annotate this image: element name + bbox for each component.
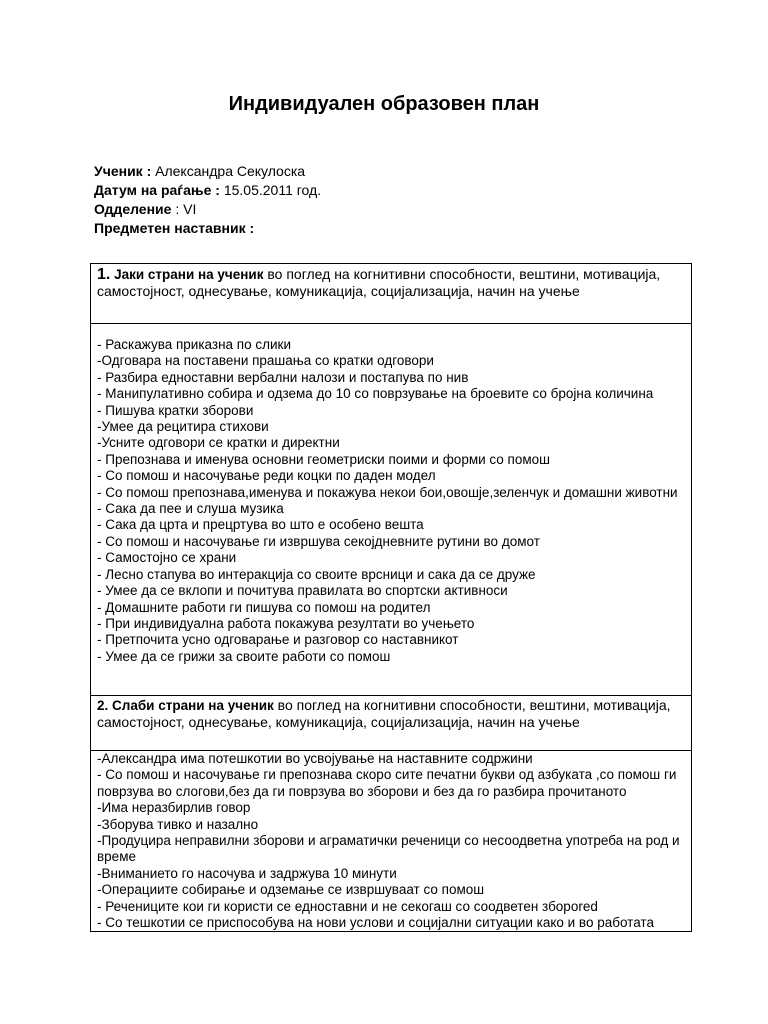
list-item: - Разбира едноставни вербални налози и постапува по нив (97, 369, 469, 385)
list-item: -Усните одговори се кратки и директни (97, 435, 340, 451)
section1-number: 1. (97, 266, 111, 283)
list-item: - Со помош и насочување ги извршува секојдневните рутини во домот (97, 533, 540, 549)
list-item: - Домашните работи ги пишува со помош на родител (97, 599, 431, 615)
list-item: - Речениците кои ги користи се едноставни и не секогаш со соодветен зборored (97, 898, 598, 914)
list-item: -Вниманието го насочува и задржува 10 минути (97, 865, 397, 881)
list-item: - Претпочита усно одговарање и разговор со наставникот (97, 632, 459, 648)
list-item: -Одговара на поставени прашања со кратки одговори (97, 353, 434, 369)
list-item: -Умее да рецитира стихови (97, 419, 269, 435)
section2-heading-bold: 2. Слаби страни на ученик (97, 698, 274, 713)
dob-row (94, 181, 321, 200)
list-item: - Раскажува приказна по слики (97, 337, 291, 352)
list-item: - Со помош и насочување ги препознава скоро сите печатни букви од азбуката ,со помош ги поврзува во слогови,без да ги поврзува во зборови и без да го разбира прочитаното (97, 767, 677, 799)
class-label: Одделение (94, 201, 172, 217)
teacher-label: Предметен наставник : (94, 220, 255, 236)
list-item: - Сака да црта и прецртува во што е особено вешта (97, 517, 424, 533)
list-item: - Умее да се грижи за своите работи со помош (97, 648, 391, 664)
section1-heading (91, 264, 692, 324)
list-item: - Пишува кратки зборови (97, 402, 254, 418)
page-title: Индивидуален образовен план (228, 93, 540, 115)
section2-list (91, 751, 692, 932)
dob-value: 15.05.2011 год. (219, 182, 322, 198)
list-item: - При индивидуална работа покажува резултати во учењето (97, 615, 475, 631)
list-item: -Операциите собирање и одземање се извршуваат со помош (97, 882, 485, 898)
list-item: - Препознава и именува основни геометриски поими и форми со помош (97, 451, 550, 467)
list-item: - Сака да пее и слуша музика (97, 501, 284, 517)
list-item: -Зборува тивко и назално (97, 816, 259, 832)
section1-list (91, 324, 692, 696)
list-item: - Умее да се вклопи и почитува правилата во спортски активноси (97, 583, 508, 599)
section1-heading-rest: во поглед на когнитивни способности, вештини, мотивација, самостојност, однесување, комуникација, социјализација, начин на учење (97, 266, 661, 300)
class-value: : VI (171, 201, 197, 217)
plan-table (90, 263, 692, 932)
student-name-value: Александра Секулоска (151, 163, 306, 179)
section1-heading-bold: Јаки страни на ученик (110, 267, 264, 282)
section2-heading-rest: во поглед на когнитивни способности, вештини, мотивација, самостојност, однесување, комуникација, социјализација, начин на учење (97, 697, 671, 731)
teacher-row (94, 219, 321, 238)
student-name-label: Ученик : (94, 163, 152, 179)
student-info (94, 162, 321, 238)
student-name-row (94, 162, 321, 181)
list-item: -Има неразбирлив говор (97, 800, 251, 816)
section2-heading (91, 696, 692, 751)
list-item: -Продуцира неправилни зборови и аграматички реченици со несоодветна употреба на род и време (97, 833, 680, 865)
list-item: - Со помош препознава,именува и покажува некои бои,овошје,зеленчук и домашни животни (97, 484, 678, 500)
list-item: - Самостојно се храни (97, 550, 237, 566)
dob-label: Датум на раѓање : (94, 182, 220, 198)
list-item: -Александра има потешкотии во усвојување на наставните содржини (97, 751, 533, 766)
list-item: - Со помош и насочување реди коцки по даден модел (97, 468, 436, 484)
list-item: - Со тешкотии се приспособува на нови услови и социјални ситуации како и во работата (97, 915, 654, 931)
list-item: - Лесно стапува во интеракција со своите врсници и сака да се друже (97, 566, 536, 582)
class-row (94, 200, 321, 219)
list-item: - Манипулативно собира и одзема до 10 со поврзување на броевите со бројна количина (97, 386, 654, 402)
